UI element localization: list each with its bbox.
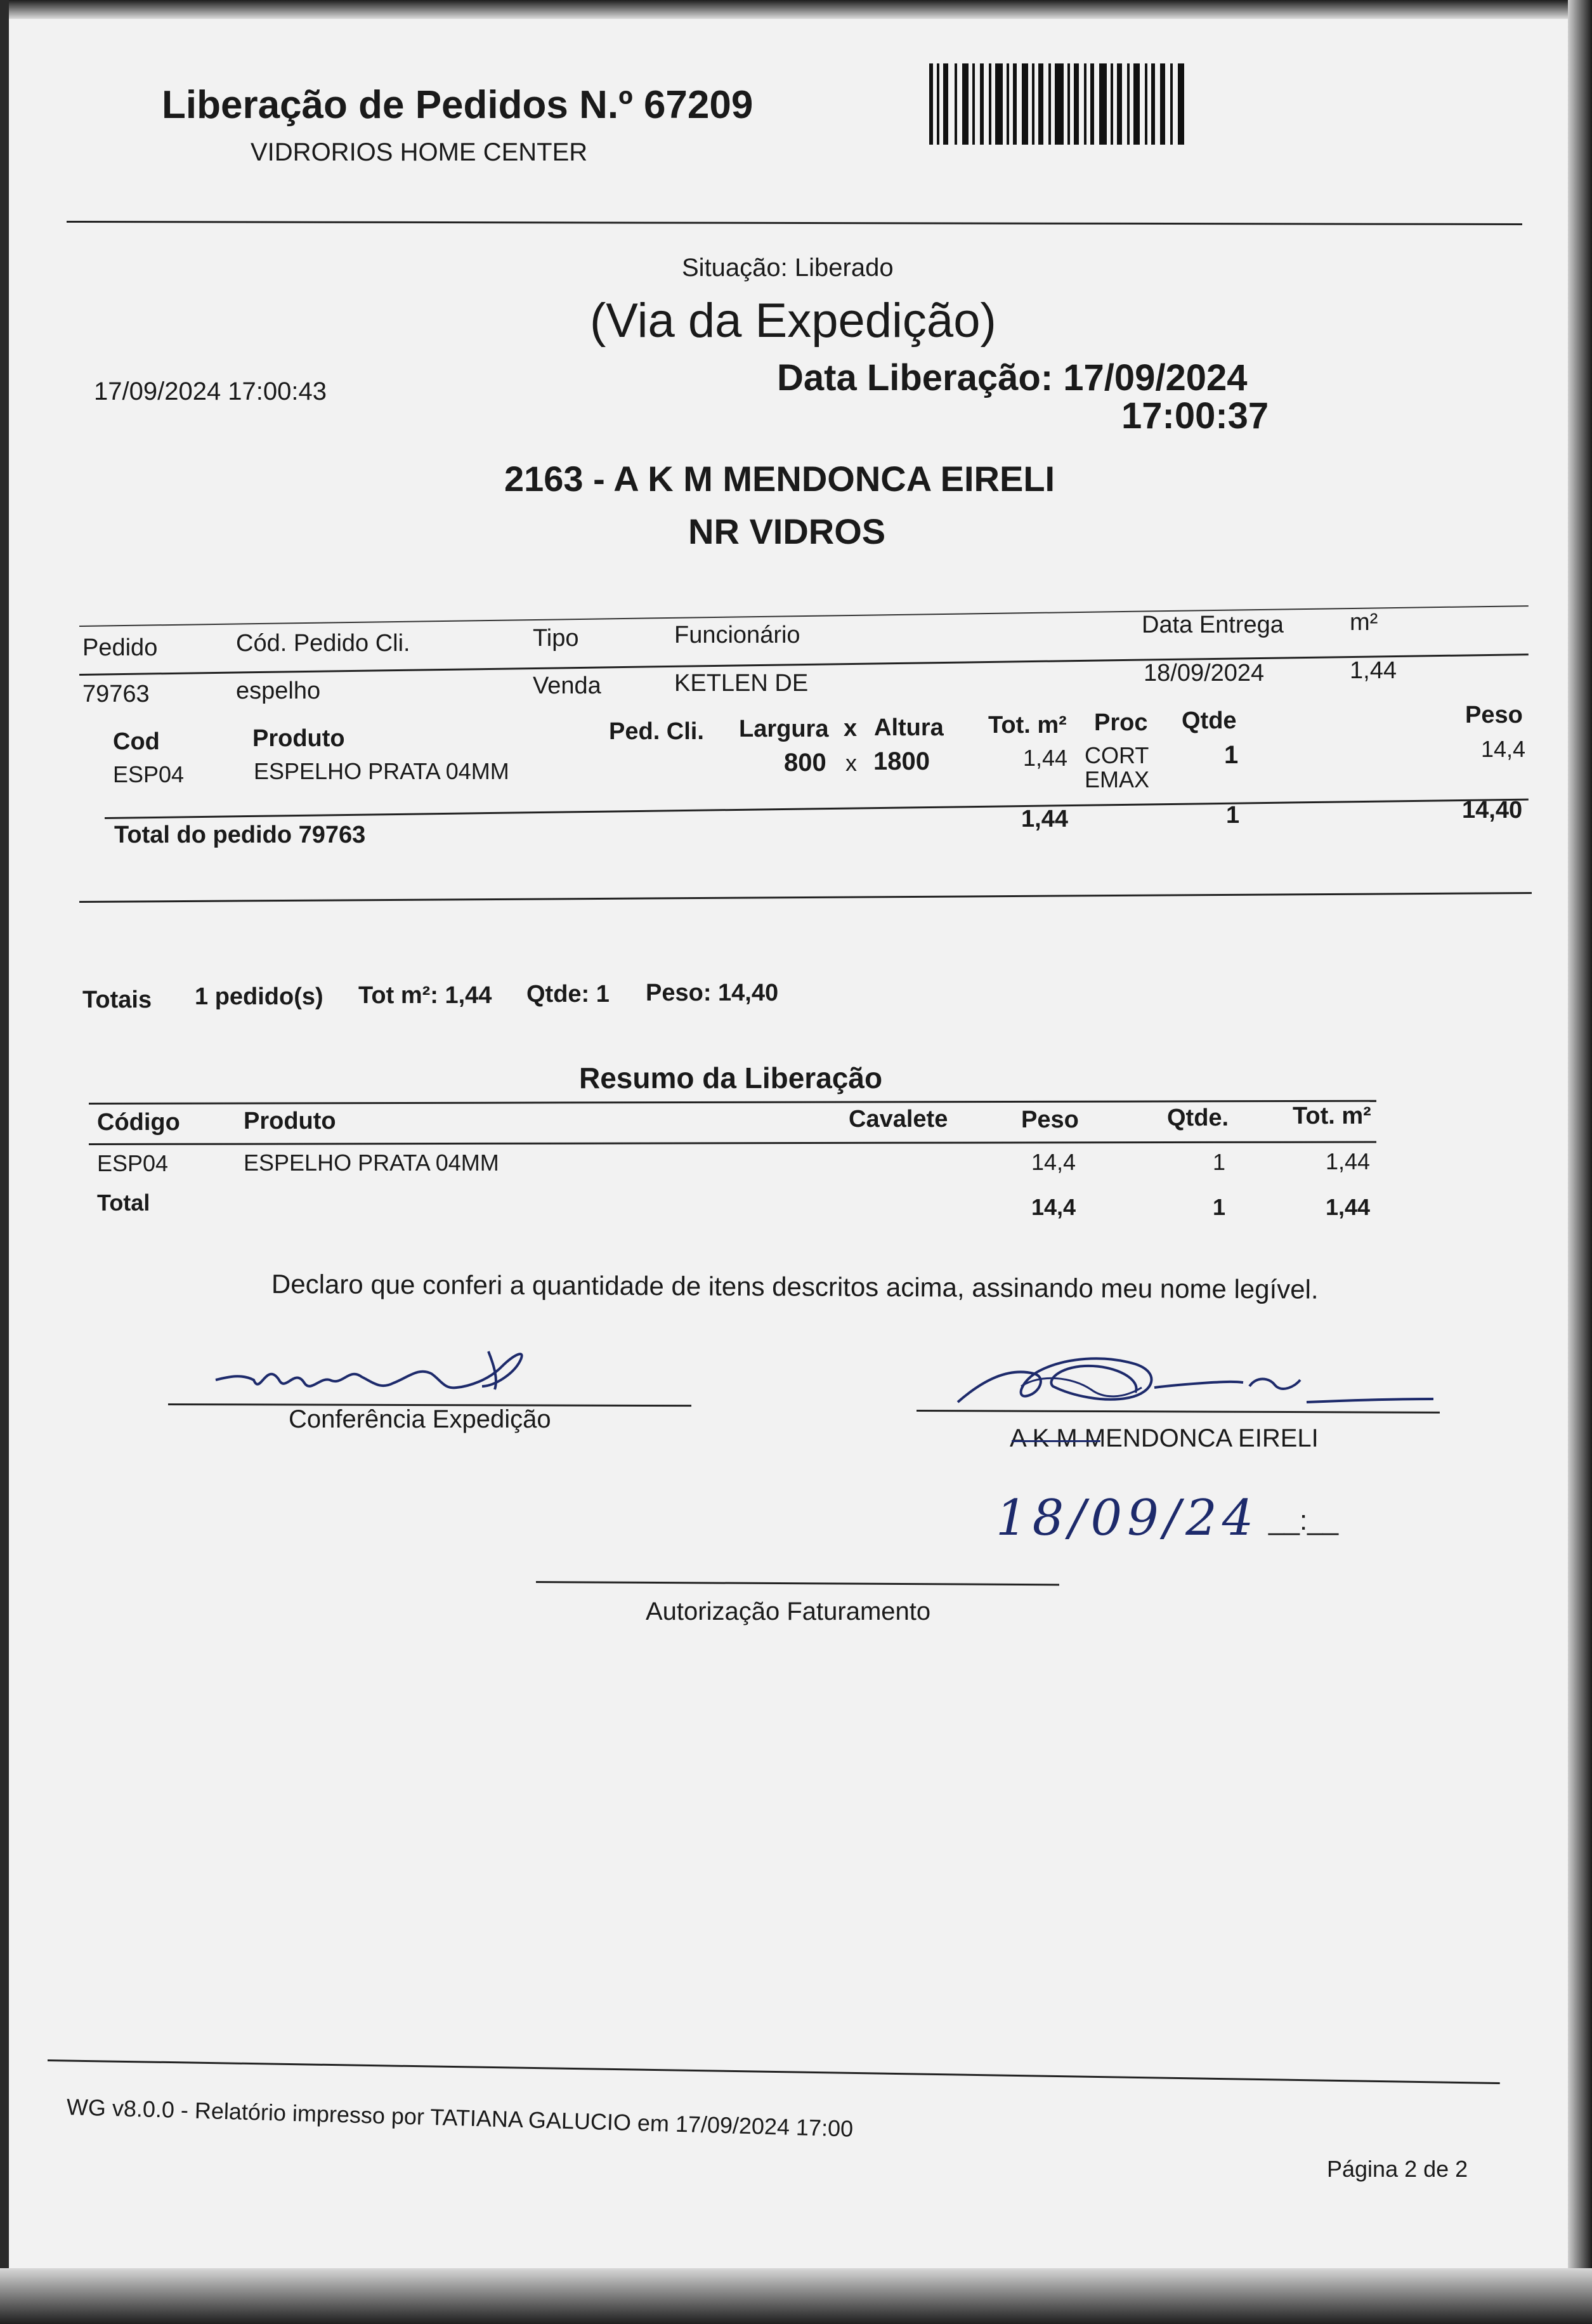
scan-edge-right xyxy=(1568,0,1592,2324)
order-pedido: 79763 xyxy=(82,681,150,707)
conferencia-label: Conferência Expedição xyxy=(289,1405,551,1433)
item-proc-2: EMAX xyxy=(1085,766,1150,792)
order-total-label: Total do pedido 79763 xyxy=(114,822,366,848)
totais-tot-m2: Tot m²: 1,44 xyxy=(358,982,492,1009)
totais-qtde: Qtde: 1 xyxy=(526,981,610,1008)
item-header-qtde: Qtde xyxy=(1182,707,1237,734)
handwritten-date: 18/09/24 xyxy=(996,1490,1259,1547)
item-header-peso: Peso xyxy=(1465,702,1523,728)
item-largura: 800 xyxy=(784,749,826,777)
order-header-cod-pedido-cli: Cód. Pedido Cli. xyxy=(236,630,410,657)
resumo-top-line xyxy=(89,1100,1376,1105)
item-header-x: x xyxy=(844,715,858,742)
via-title: (Via da Expedição) xyxy=(590,294,996,348)
resumo-row-produto: ESPELHO PRATA 04MM xyxy=(244,1150,499,1176)
item-header-ped-cli: Ped. Cli. xyxy=(609,718,704,745)
resumo-header-tot-m2: Tot. m² xyxy=(1293,1103,1371,1129)
resumo-row-qtde: 1 xyxy=(1213,1149,1226,1175)
client-signature-label: A K M MENDONCA EIRELI xyxy=(1010,1424,1319,1452)
order-header-funcionario: Funcionário xyxy=(674,622,800,648)
resumo-header-qtde: Qtde. xyxy=(1167,1105,1229,1131)
item-x: x xyxy=(845,750,857,776)
resumo-header-cavalete: Cavalete xyxy=(849,1106,948,1132)
item-qtde: 1 xyxy=(1224,741,1239,769)
item-total-divider xyxy=(105,799,1529,819)
autorizacao-signature-line xyxy=(536,1581,1059,1585)
client-fantasy-name: NR VIDROS xyxy=(688,511,886,551)
totais-label: Totais xyxy=(82,987,152,1013)
order-header-data-entrega: Data Entrega xyxy=(1142,612,1284,638)
item-peso: 14,4 xyxy=(1481,736,1526,762)
item-header-altura: Altura xyxy=(874,714,944,741)
order-funcionario: KETLEN DE xyxy=(674,670,809,697)
order-data-entrega: 18/09/2024 xyxy=(1144,660,1265,686)
time-placeholder: __:__ xyxy=(1269,1505,1339,1536)
header-divider xyxy=(67,221,1522,225)
client-name: 2163 - A K M MENDONCA EIRELI xyxy=(504,459,1055,499)
barcode-icon xyxy=(929,63,1186,145)
resumo-header-divider xyxy=(89,1141,1376,1145)
order-tipo: Venda xyxy=(533,673,601,699)
item-tot-m2: 1,44 xyxy=(1023,745,1068,771)
company-name: VIDRORIOS HOME CENTER xyxy=(251,138,588,166)
footer-printed-by: WG v8.0.0 - Relatório impresso por TATIANA GALUCIO em 17/09/2024 17:00 xyxy=(66,2094,854,2142)
document-title: Liberação de Pedidos N.º 67209 xyxy=(162,83,754,127)
item-cod: ESP04 xyxy=(113,761,185,787)
conferencia-signature xyxy=(190,1342,609,1412)
order-total-tot-m2: 1,44 xyxy=(1021,806,1068,832)
item-header-tot-m2: Tot. m² xyxy=(988,712,1067,739)
declaration-text: Declaro que conferi a quantidade de itens descritos acima, assinando meu nome legível. xyxy=(271,1269,1319,1304)
item-header-proc: Proc xyxy=(1094,709,1148,736)
totais-pedidos: 1 pedido(s) xyxy=(195,983,323,1010)
release-date: Data Liberação: 17/09/2024 xyxy=(777,357,1248,398)
scan-edge-top xyxy=(0,0,1592,19)
resumo-row-peso: 14,4 xyxy=(1031,1149,1076,1175)
order-m2: 1,44 xyxy=(1350,657,1397,684)
scan-edge-bottom xyxy=(0,2268,1592,2324)
item-altura: 1800 xyxy=(873,747,930,775)
order-table-top-line xyxy=(79,605,1529,627)
signature-overstrike xyxy=(1012,1440,1100,1442)
order-header-pedido: Pedido xyxy=(82,634,158,661)
order-table-bottom-line xyxy=(79,892,1532,903)
totais-peso: Peso: 14,40 xyxy=(646,980,779,1006)
item-proc-1: CORT xyxy=(1085,742,1149,768)
scan-edge-left xyxy=(0,0,9,2324)
order-cod-pedido-cli: espelho xyxy=(236,678,321,704)
resumo-header-codigo: Código xyxy=(97,1109,180,1136)
item-header-produto: Produto xyxy=(252,725,345,752)
resumo-header-produto: Produto xyxy=(244,1108,336,1134)
resumo-header-peso: Peso xyxy=(1021,1106,1079,1133)
item-header-cod: Cod xyxy=(113,728,160,755)
page-number: Página 2 de 2 xyxy=(1327,2156,1468,2182)
resumo-total-qtde: 1 xyxy=(1213,1194,1226,1220)
resumo-total-peso: 14,4 xyxy=(1031,1194,1076,1220)
order-header-m2: m² xyxy=(1350,609,1378,636)
resumo-row-codigo: ESP04 xyxy=(97,1150,169,1176)
resumo-title: Resumo da Liberação xyxy=(579,1061,883,1094)
item-header-largura: Largura xyxy=(739,716,829,742)
order-total-qtde: 1 xyxy=(1226,802,1240,829)
status-label: Situação: Liberado xyxy=(682,254,894,282)
autorizacao-label: Autorização Faturamento xyxy=(646,1598,931,1625)
resumo-row-tot-m2: 1,44 xyxy=(1326,1148,1371,1174)
release-time: 17:00:37 xyxy=(1121,395,1269,437)
resumo-total-tot-m2: 1,44 xyxy=(1326,1194,1371,1220)
printed-timestamp: 17/09/2024 17:00:43 xyxy=(94,377,327,405)
order-total-peso: 14,40 xyxy=(1462,797,1523,824)
resumo-total-label: Total xyxy=(97,1190,150,1216)
item-produto: ESPELHO PRATA 04MM xyxy=(254,758,509,784)
footer-divider xyxy=(48,2059,1500,2084)
order-header-tipo: Tipo xyxy=(533,625,579,652)
